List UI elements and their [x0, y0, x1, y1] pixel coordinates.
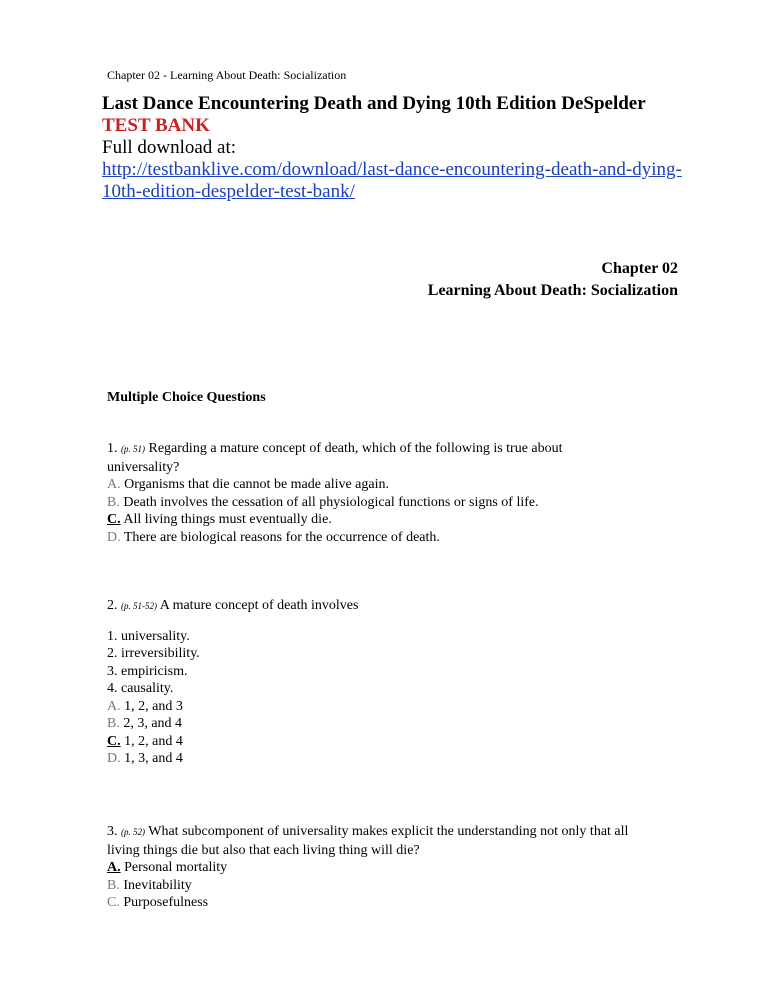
download-link-line-1[interactable]: http://testbanklive.com/download/last-dance-encountering-death-and-dying-: [102, 159, 682, 180]
option-text: Purposefulness: [123, 895, 209, 910]
full-download-label: Full download at:: [102, 137, 237, 158]
section-heading: Multiple Choice Questions: [107, 390, 266, 405]
question-number: 2.: [107, 598, 118, 613]
option-letter: A.: [107, 477, 121, 492]
option-text: 1, 3, and 4: [124, 751, 183, 766]
chapter-heading: [428, 258, 678, 302]
option-b: [107, 715, 687, 733]
running-header: Chapter 02 - Learning About Death: Socialization: [107, 68, 347, 82]
option-c: [107, 894, 687, 912]
option-letter-correct: C.: [107, 512, 121, 527]
option-a: [107, 476, 687, 494]
stem-text: Regarding a mature concept of death, which of the following is true about: [148, 441, 563, 456]
document-title: Last Dance Encountering Death and Dying 10th Edition DeSpelder: [102, 93, 646, 114]
option-letter: B.: [107, 716, 120, 731]
option-text: All living things must eventually die.: [123, 512, 332, 527]
option-a: [107, 698, 687, 716]
option-letter: B.: [107, 494, 120, 510]
option-text: 2, 3, and 4: [123, 716, 183, 731]
option-a: [107, 859, 687, 877]
stem-text-continued: universality?: [107, 459, 180, 475]
option-text: Death involves the cessation of all physiological functions or signs of life.: [123, 494, 539, 510]
option-text: There are biological reasons for the occurrence of death.: [123, 529, 440, 545]
option-letter: C.: [107, 895, 120, 910]
download-link-line-2[interactable]: 10th-edition-despelder-test-bank/: [102, 181, 355, 202]
question-stem: [107, 440, 687, 459]
option-b: [107, 877, 687, 895]
option-text: Inevitability: [123, 877, 192, 893]
option-letter-correct: A.: [107, 860, 121, 875]
option-text: 1, 2, and 4: [124, 733, 183, 749]
list-item: 2. irreversibility.: [107, 646, 200, 661]
chapter-name: Learning About Death: Socialization: [427, 282, 678, 299]
stem-text: A mature concept of death involves: [159, 598, 359, 613]
option-letter-correct: C.: [107, 733, 121, 749]
option-c: [107, 511, 687, 529]
stem-text: What subcomponent of universality makes explicit the understanding not only that all: [148, 824, 629, 839]
page-reference: (p. 51-52): [121, 601, 157, 611]
list-item: 4. causality.: [107, 681, 174, 696]
title-block: [102, 93, 692, 203]
question-stem: [107, 823, 687, 842]
option-c: [107, 733, 687, 751]
question-2: [107, 597, 687, 768]
option-letter: D.: [107, 529, 121, 545]
page-reference: (p. 52): [121, 827, 145, 837]
question-number: 1.: [107, 441, 118, 456]
option-text: 1, 2, and 3: [124, 698, 183, 714]
question-number: 3.: [107, 824, 118, 839]
option-letter: D.: [107, 751, 121, 766]
chapter-number: Chapter 02: [601, 260, 678, 277]
option-b: [107, 494, 687, 512]
option-letter: A.: [107, 698, 121, 714]
stem-text-continued: living things die but also that each living thing will die?: [107, 842, 420, 858]
question-3: [107, 823, 687, 912]
test-bank-label: TEST BANK: [102, 115, 210, 136]
page-reference: (p. 51): [121, 444, 145, 454]
question-1: [107, 440, 687, 546]
option-d: [107, 529, 687, 547]
option-d: [107, 750, 687, 768]
spacer: [107, 616, 687, 628]
option-text: Organisms that die cannot be made alive again.: [124, 477, 390, 492]
option-text: Personal mortality: [124, 860, 228, 875]
list-item: 1. universality.: [107, 628, 190, 644]
download-link[interactable]: [102, 159, 692, 203]
option-letter: B.: [107, 877, 120, 893]
question-stem: [107, 597, 687, 616]
list-item: 3. empiricism.: [107, 663, 188, 679]
